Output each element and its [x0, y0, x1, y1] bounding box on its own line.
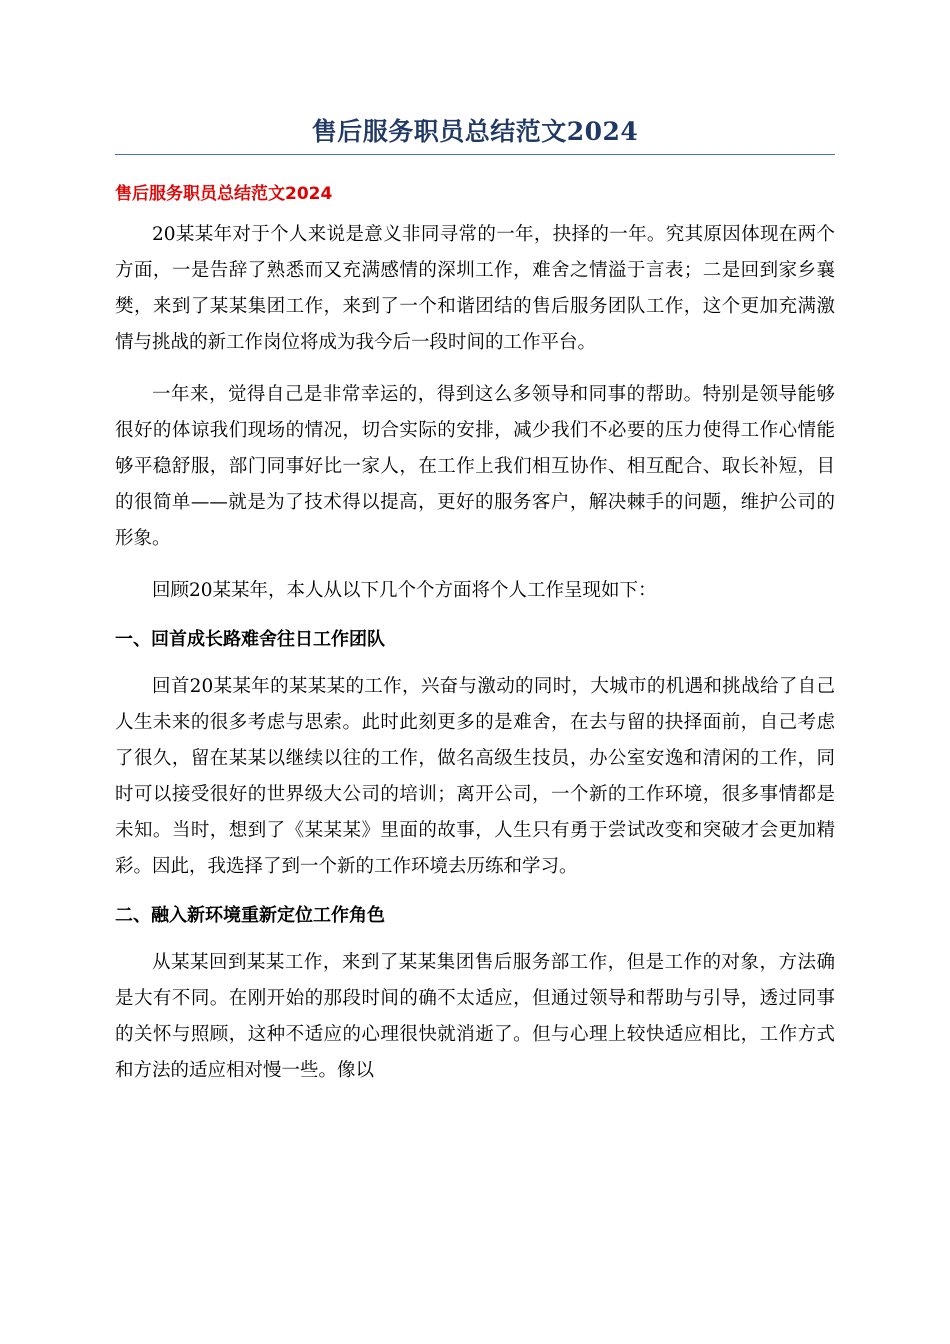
document-title: 售后服务职员总结范文2024 — [311, 117, 639, 146]
section-heading-2: 二、融入新环境重新定位工作角色 — [115, 905, 385, 926]
document-subtitle: 售后服务职员总结范文2024 — [115, 184, 333, 204]
section-body-2: 从某某回到某某工作，来到了某某集团售后服务部工作，但是工作的对象，方法确是大有不同。在刚开始的那段时间的确不太适应，但通过领导和帮助与引导，透过同事的关怀与照顾，这种不适应的心理很快就消逝了。但与心理上较快适应相比，工作方式和方法的适应相对慢一些。像以 — [115, 952, 835, 1081]
paragraph-review: 回顾20某某年，本人从以下几个个方面将个人工作呈现如下： — [152, 580, 657, 601]
section-body-1: 回首20某某年的某某某的工作，兴奋与激动的同时，大城市的机遇和挑战给了自己人生未来的很多考虑与思索。此时此刻更多的是难舍，在去与留的抉择面前，自己考虑了很久，留在某某以继续以往的工作，做名高级生技员，办公室安逸和清闲的工作，同时可以接受很好的世界级大公司的培训；离开公司，一个新的工作环境，很多事情都是未知。当时，想到了《某某某》里面的故事，人生只有勇于尝试改变和突破才会更加精彩。因此，我选择了到一个新的工作环境去历练和学习。 — [115, 676, 835, 877]
section-heading-1: 一、回首成长路难舍往日工作团队 — [115, 629, 385, 650]
paragraph-gratitude: 一年来，觉得自己是非常幸运的，得到这么多领导和同事的帮助。特别是领导能够很好的体谅我们现场的情况，切合实际的安排，减少我们不必要的压力使得工作心情能够平稳舒服，部门同事好比一家人，在工作上我们相互协作、相互配合、取长补短，目的很简单——就是为了技术得以提高，更好的服务客户，解决棘手的问题，维护公司的形象。 — [115, 384, 835, 549]
document-page — [115, 112, 835, 1105]
paragraph-intro: 20某某年对于个人来说是意义非同寻常的一年，抉择的一年。究其原因体现在两个方面，一是告辞了熟悉而又充满感情的深圳工作，难舍之情溢于言表；二是回到家乡襄樊，来到了某某集团工作，来到了一个和谐团结的售后服务团队工作，这个更加充满激情与挑战的新工作岗位将成为我今后一段时间的工作平台。 — [115, 224, 835, 353]
title-divider — [115, 154, 835, 155]
